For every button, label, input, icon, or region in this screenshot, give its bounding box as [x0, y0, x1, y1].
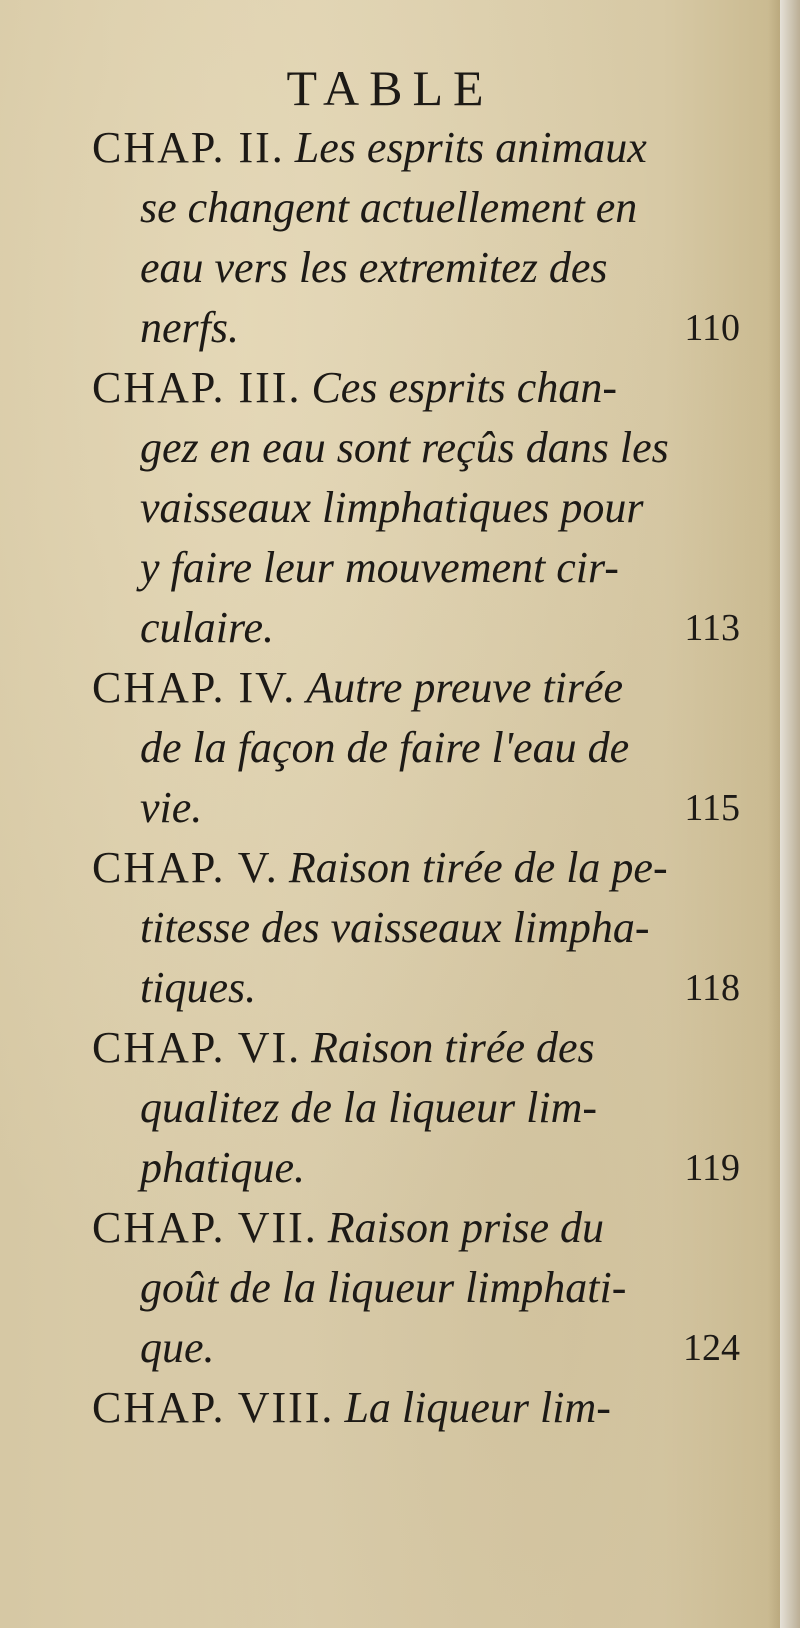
toc-entry-line — [92, 838, 668, 898]
toc-entry-line: nerfs. — [140, 303, 239, 352]
chapter-heading: CHAP. III. — [92, 363, 302, 412]
chapter-heading: CHAP. VIII. — [92, 1383, 335, 1432]
page-number: 115 — [684, 787, 740, 829]
toc-entry-line: gez en eau sont reçûs dans les — [140, 423, 669, 472]
toc-entry-line: titesse des vaisseaux limpha- — [140, 903, 650, 952]
toc-entry-line — [92, 1378, 611, 1438]
entry-text: La liqueur lim- — [344, 1383, 611, 1432]
toc-entry-line: tiques. — [140, 963, 257, 1012]
toc-entry-line: eau vers les extremitez des — [140, 243, 608, 292]
chapter-heading: CHAP. V. — [92, 843, 279, 892]
chapter-heading: CHAP. II. — [92, 123, 285, 172]
page-number: 119 — [684, 1147, 740, 1189]
toc-entry-line: culaire. — [140, 603, 274, 652]
entry-text: Ces esprits chan- — [311, 363, 617, 412]
chapter-heading: CHAP. VI. — [92, 1023, 302, 1072]
toc-entry-line — [92, 358, 617, 418]
toc-entry-line: que. — [140, 1323, 215, 1372]
toc-entry-line: phatique. — [140, 1143, 305, 1192]
toc-entry-line: goût de la liqueur limphati- — [140, 1263, 627, 1312]
chapter-heading: CHAP. VII. — [92, 1203, 318, 1252]
entry-text: Les esprits animaux — [294, 123, 647, 172]
entry-text: Autre preuve tirée — [306, 663, 624, 712]
toc-entry-line: y faire leur mouvement cir- — [140, 543, 619, 592]
toc-entry-line: vaisseaux limphatiques pour — [140, 483, 644, 532]
entry-text: Raison prise du — [327, 1203, 605, 1252]
toc-entry-line: qualitez de la liqueur lim- — [140, 1083, 598, 1132]
page-number: 118 — [684, 967, 740, 1009]
page-number: 110 — [684, 307, 740, 349]
toc-entry-line: vie. — [140, 783, 203, 832]
toc-entry-line — [92, 658, 623, 718]
page-number: 124 — [683, 1327, 740, 1369]
chapter-heading: CHAP. IV. — [92, 663, 297, 712]
page-number: 113 — [684, 607, 740, 649]
toc-entry-line: se changent actuellement en — [140, 183, 638, 232]
toc-entry-line — [92, 1018, 595, 1078]
toc-entry-line — [92, 1198, 604, 1258]
toc-entry-line — [92, 118, 647, 178]
toc-entry-line: de la façon de faire l'eau de — [140, 723, 630, 772]
entry-text: Raison tirée de la pe- — [288, 843, 668, 892]
entry-text: Raison tirée des — [311, 1023, 595, 1072]
running-head: TABLE — [286, 60, 494, 116]
